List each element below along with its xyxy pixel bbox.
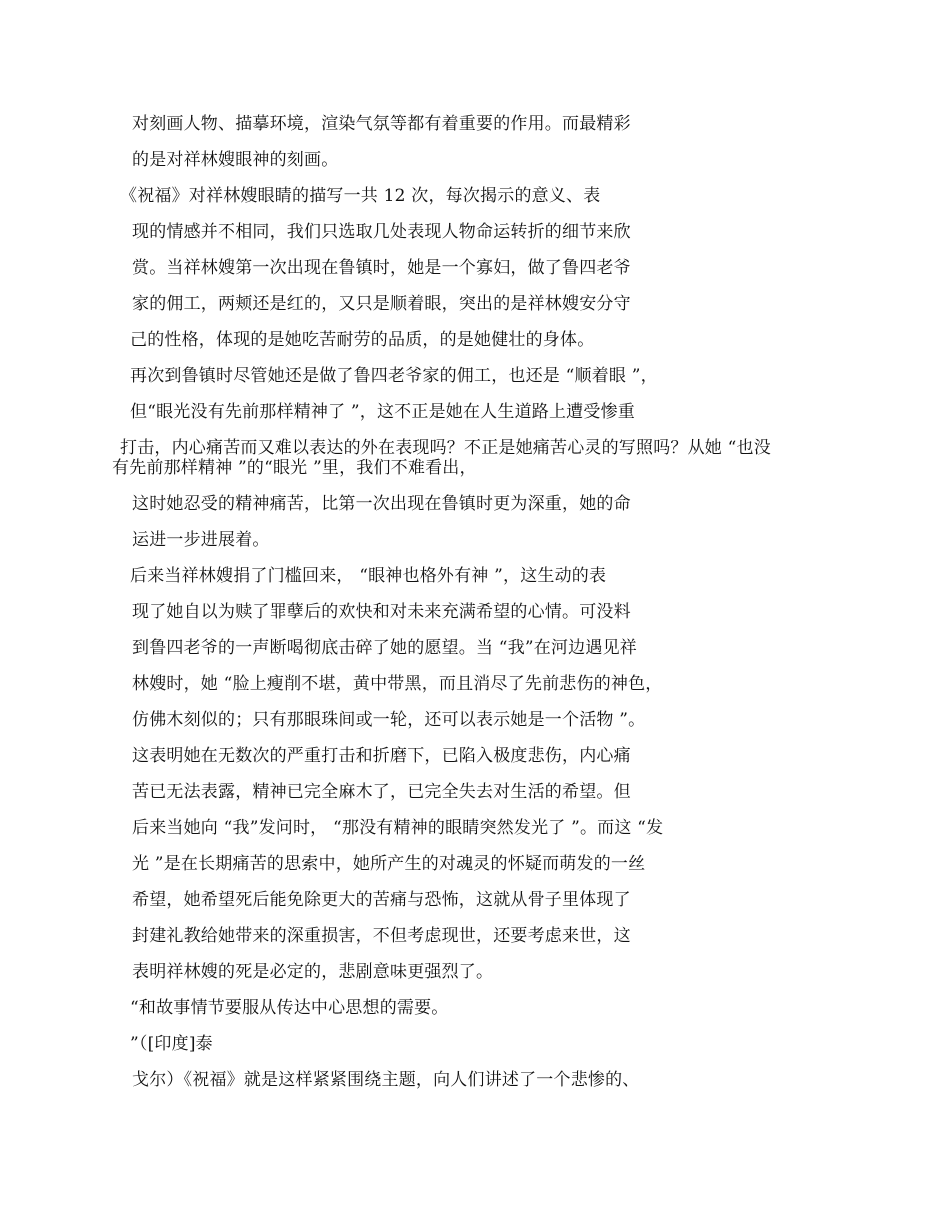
text-line-25: 表明祥林嫂的死是必定的，悲剧意味更强烈了。 [132, 962, 494, 982]
text-line-18: 仿佛木刻似的；只有那眼珠间或一轮，还可以表示她是一个活物 ”。 [132, 710, 646, 730]
text-line-13: 运进一步进展着。 [132, 530, 270, 550]
text-line-4: 现的情感并不相同，我们只选取几处表现人物命运转折的细节来欣 [132, 222, 631, 242]
text-line-19: 这表明她在无数次的严重打击和折磨下，已陷入极度悲伤，内心痛 [132, 746, 631, 766]
text-line-21: 后来当她向 “我”发问时， “那没有精神的眼睛突然发光了 ”。而这 “发 [132, 818, 664, 838]
text-line-12: 这时她忍受的精神痛苦，比第一次出现在鲁镇时更为深重，她的命 [132, 494, 631, 514]
text-line-26: “和故事情节要服从传达中心思想的需要。 [130, 998, 449, 1018]
text-line-16: 到鲁四老爷的一声断喝彻底击碎了她的愿望。当 “我”在河边遇见祥 [132, 638, 637, 658]
text-line-11: 有先前那样精神 ”的“眼光 ”里，我们不难看出， [112, 458, 477, 478]
text-line-15: 现了她自以为赎了罪孽后的欢快和对未来充满希望的心情。可没料 [132, 602, 631, 622]
text-line-8: 再次到鲁镇时尽管她还是做了鲁四老爷家的佣工，也还是 “顺着眼 ”， [130, 366, 658, 386]
text-line-20: 苦已无法表露，精神已完全麻木了，已完全失去对生活的希望。但 [132, 782, 631, 802]
text-line-24: 封建礼教给她带来的深重损害，不但考虑现世，还要考虑来世，这 [132, 926, 631, 946]
text-line-7: 己的性格，体现的是她吃苦耐劳的品质，的是她健壮的身体。 [130, 330, 595, 350]
text-line-23: 希望，她希望死后能免除更大的苦痛与恐怖，这就从骨子里体现了 [132, 890, 631, 910]
text-line-27: ”（[印度]泰 [130, 1034, 213, 1054]
text-line-17: 林嫂时，她 “脸上瘦削不堪，黄中带黑，而且消尽了先前悲伤的神色， [132, 674, 663, 694]
text-line-28: 戈尔）《祝福》就是这样紧紧围绕主题，向人们讲述了一个悲惨的、 [132, 1070, 640, 1090]
text-line-5: 赏。当祥林嫂第一次出现在鲁镇时，她是一个寡妇，做了鲁四老爷 [132, 258, 631, 278]
text-line-14: 后来当祥林嫂捐了门槛回来， “眼神也格外有神 ”，这生动的表 [130, 566, 607, 586]
text-line-3: 《祝福》对祥林嫂眼睛的描写一共 12 次，每次揭示的意义、表 [120, 186, 601, 206]
text-line-6: 家的佣工，两颊还是红的，又只是顺着眼，突出的是祥林嫂安分守 [132, 294, 631, 314]
text-line-9: 但“眼光没有先前那样精神了 ”，这不正是她在人生道路上遭受惨重 [130, 402, 635, 422]
text-line-1: 对刻画人物、描摹环境，渲染气氛等都有着重要的作用。而最精彩 [132, 114, 631, 134]
text-line-10: 打击，内心痛苦而又难以表达的外在表现吗？不正是她痛苦心灵的写照吗？从她 “也没 [120, 438, 771, 458]
text-line-22: 光 ”是在长期痛苦的思索中，她所产生的对魂灵的怀疑而萌发的一丝 [132, 854, 646, 874]
text-line-2: 的是对祥林嫂眼神的刻画。 [132, 150, 339, 170]
